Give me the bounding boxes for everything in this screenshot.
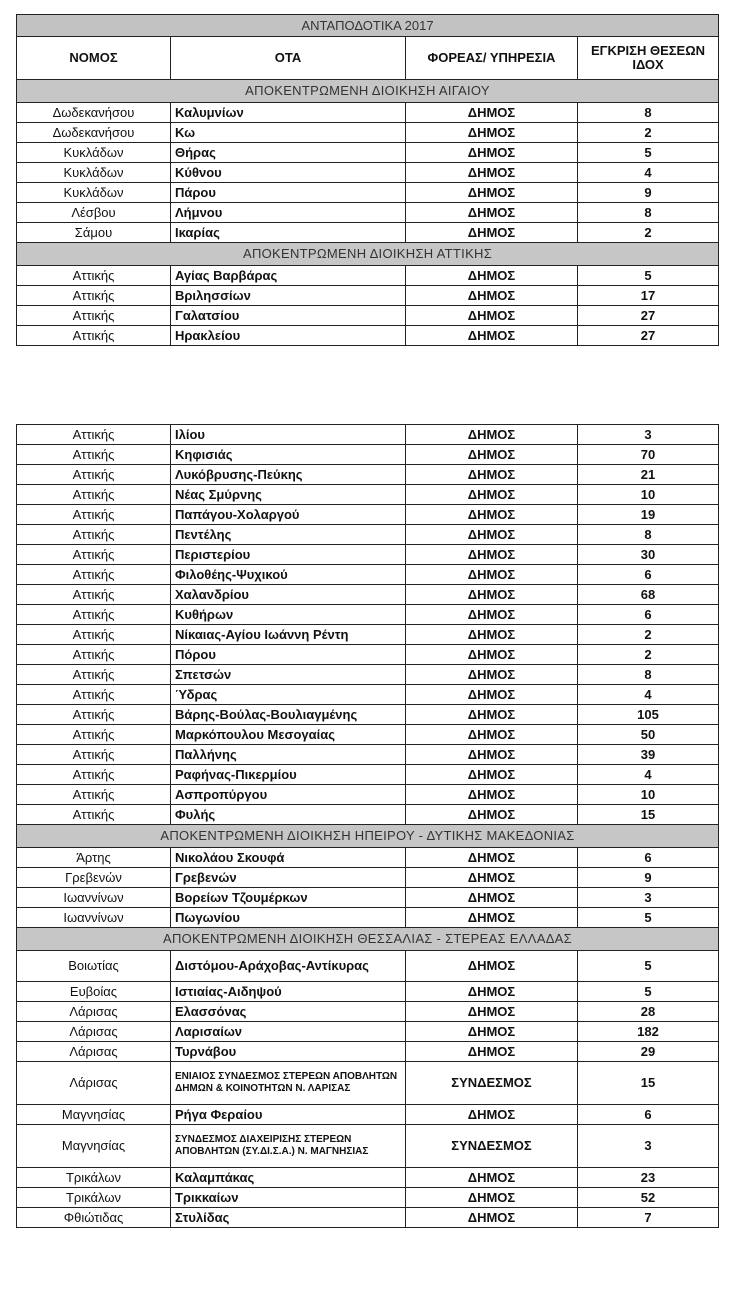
table-row <box>17 1062 719 1105</box>
body-type-cell: ΔΗΜΟΣ <box>406 525 578 545</box>
header-prefecture: ΝΟΜΟΣ <box>17 37 171 80</box>
body-type-cell: ΔΗΜΟΣ <box>406 485 578 505</box>
body-type-cell: ΔΗΜΟΣ <box>406 685 578 705</box>
positions-cell: 4 <box>578 163 719 183</box>
ota-cell: Νίκαιας-Αγίου Ιωάννη Ρέντη <box>171 625 406 645</box>
table-row <box>17 525 719 545</box>
positions-cell: 30 <box>578 545 719 565</box>
prefecture-cell: Κυκλάδων <box>17 143 171 163</box>
prefecture-cell: Δωδεκανήσου <box>17 103 171 123</box>
ota-cell: Γαλατσίου <box>171 306 406 326</box>
body-type-cell: ΔΗΜΟΣ <box>406 625 578 645</box>
table-row <box>17 306 719 326</box>
positions-cell: 39 <box>578 745 719 765</box>
ota-cell: Ιλίου <box>171 425 406 445</box>
table-row <box>17 465 719 485</box>
prefecture-cell: Μαγνησίας <box>17 1125 171 1168</box>
table-row <box>17 163 719 183</box>
table-row <box>17 848 719 868</box>
body-type-cell: ΔΗΜΟΣ <box>406 505 578 525</box>
table-row <box>17 951 719 982</box>
ota-cell: Θήρας <box>171 143 406 163</box>
positions-cell: 105 <box>578 705 719 725</box>
positions-cell: 68 <box>578 585 719 605</box>
ota-cell: Ηρακλείου <box>171 326 406 346</box>
allocation-table-part-1 <box>16 14 719 346</box>
ota-cell: Χαλανδρίου <box>171 585 406 605</box>
body-type-cell: ΔΗΜΟΣ <box>406 1105 578 1125</box>
prefecture-cell: Σάμου <box>17 223 171 243</box>
positions-cell: 8 <box>578 203 719 223</box>
ota-cell: Τυρνάβου <box>171 1042 406 1062</box>
positions-cell: 19 <box>578 505 719 525</box>
table-row <box>17 908 719 928</box>
ota-cell: Παλλήνης <box>171 745 406 765</box>
ota-cell: Μαρκόπουλου Μεσογαίας <box>171 725 406 745</box>
positions-cell: 8 <box>578 665 719 685</box>
prefecture-cell: Αττικής <box>17 485 171 505</box>
table-row <box>17 665 719 685</box>
body-type-cell: ΔΗΜΟΣ <box>406 1022 578 1042</box>
ota-cell: Ρήγα Φεραίου <box>171 1105 406 1125</box>
table-row <box>17 705 719 725</box>
body-type-cell: ΔΗΜΟΣ <box>406 123 578 143</box>
header-ota: ΟΤΑ <box>171 37 406 80</box>
body-type-cell: ΔΗΜΟΣ <box>406 908 578 928</box>
ota-cell: Ελασσόνας <box>171 1002 406 1022</box>
prefecture-cell: Τρικάλων <box>17 1168 171 1188</box>
table-row <box>17 425 719 445</box>
body-type-cell: ΔΗΜΟΣ <box>406 1002 578 1022</box>
region-section-title: ΑΠΟΚΕΝΤΡΩΜΕΝΗ ΔΙΟΙΚΗΣΗ ΑΤΤΙΚΗΣ <box>17 243 719 266</box>
body-type-cell: ΔΗΜΟΣ <box>406 183 578 203</box>
positions-cell: 5 <box>578 266 719 286</box>
body-type-cell: ΔΗΜΟΣ <box>406 982 578 1002</box>
allocation-table-part-2 <box>16 424 719 1228</box>
body-type-cell: ΔΗΜΟΣ <box>406 888 578 908</box>
positions-cell: 5 <box>578 143 719 163</box>
ota-cell: Πεντέλης <box>171 525 406 545</box>
ota-cell: Κηφισιάς <box>171 445 406 465</box>
body-type-cell: ΔΗΜΟΣ <box>406 1208 578 1228</box>
ota-cell: Ιστιαίας-Αιδηψού <box>171 982 406 1002</box>
body-type-cell: ΔΗΜΟΣ <box>406 425 578 445</box>
prefecture-cell: Αττικής <box>17 505 171 525</box>
ota-cell: Καλυμνίων <box>171 103 406 123</box>
header-positions: ΕΓΚΡΙΣΗ ΘΕΣΕΩΝ ΙΔΟΧ <box>578 37 719 80</box>
region-section-title: ΑΠΟΚΕΝΤΡΩΜΕΝΗ ΔΙΟΙΚΗΣΗ ΘΕΣΣΑΛΙΑΣ - ΣΤΕΡΕΑΣ ΕΛΛΑΔΑΣ <box>17 928 719 951</box>
ota-cell: Καλαμπάκας <box>171 1168 406 1188</box>
table-row <box>17 1125 719 1168</box>
body-type-cell: ΔΗΜΟΣ <box>406 286 578 306</box>
body-type-cell: ΔΗΜΟΣ <box>406 143 578 163</box>
ota-cell: Βριλησσίων <box>171 286 406 306</box>
positions-cell: 4 <box>578 685 719 705</box>
ota-cell: Λήμνου <box>171 203 406 223</box>
prefecture-cell: Αττικής <box>17 705 171 725</box>
ota-cell: Ασπροπύργου <box>171 785 406 805</box>
positions-cell: 6 <box>578 565 719 585</box>
table-row <box>17 1188 719 1208</box>
positions-cell: 2 <box>578 223 719 243</box>
positions-cell: 2 <box>578 645 719 665</box>
table-row <box>17 485 719 505</box>
positions-cell: 6 <box>578 848 719 868</box>
prefecture-cell: Αττικής <box>17 685 171 705</box>
positions-cell: 5 <box>578 908 719 928</box>
table-row <box>17 1022 719 1042</box>
positions-cell: 2 <box>578 123 719 143</box>
ota-cell: Γρεβενών <box>171 868 406 888</box>
ota-cell: Πόρου <box>171 645 406 665</box>
prefecture-cell: Αττικής <box>17 266 171 286</box>
prefecture-cell: Αττικής <box>17 465 171 485</box>
body-type-cell: ΔΗΜΟΣ <box>406 103 578 123</box>
body-type-cell: ΔΗΜΟΣ <box>406 605 578 625</box>
prefecture-cell: Κυκλάδων <box>17 183 171 203</box>
body-type-cell: ΔΗΜΟΣ <box>406 203 578 223</box>
positions-cell: 28 <box>578 1002 719 1022</box>
ota-cell: Νέας Σμύρνης <box>171 485 406 505</box>
positions-cell: 3 <box>578 425 719 445</box>
body-type-cell: ΔΗΜΟΣ <box>406 465 578 485</box>
ota-cell: Λαρισαίων <box>171 1022 406 1042</box>
region-section-row <box>17 243 719 266</box>
prefecture-cell: Λάρισας <box>17 1062 171 1105</box>
prefecture-cell: Αττικής <box>17 745 171 765</box>
positions-cell: 29 <box>578 1042 719 1062</box>
table-row <box>17 605 719 625</box>
ota-cell: Κυθήρων <box>171 605 406 625</box>
prefecture-cell: Αττικής <box>17 665 171 685</box>
table-row <box>17 326 719 346</box>
positions-cell: 8 <box>578 525 719 545</box>
ota-cell: Σπετσών <box>171 665 406 685</box>
ota-cell: Διστόμου-Αράχοβας-Αντίκυρας <box>171 951 406 982</box>
ota-cell: ΣΥΝΔΕΣΜΟΣ ΔΙΑΧΕΙΡΙΣΗΣ ΣΤΕΡΕΩΝ ΑΠΟΒΛΗΤΩΝ (ΣΥ.ΔΙ.Σ.Α.) Ν. ΜΑΓΝΗΣΙΑΣ <box>171 1125 406 1168</box>
ota-cell: Φιλοθέης-Ψυχικού <box>171 565 406 585</box>
positions-cell: 9 <box>578 868 719 888</box>
prefecture-cell: Λάρισας <box>17 1002 171 1022</box>
positions-cell: 6 <box>578 1105 719 1125</box>
table-row <box>17 1002 719 1022</box>
table-row <box>17 103 719 123</box>
ota-cell: Περιστερίου <box>171 545 406 565</box>
table-row <box>17 1042 719 1062</box>
body-type-cell: ΔΗΜΟΣ <box>406 545 578 565</box>
table-row <box>17 123 719 143</box>
prefecture-cell: Γρεβενών <box>17 868 171 888</box>
positions-cell: 17 <box>578 286 719 306</box>
positions-cell: 7 <box>578 1208 719 1228</box>
body-type-cell: ΣΥΝΔΕΣΜΟΣ <box>406 1125 578 1168</box>
body-type-cell: ΔΗΜΟΣ <box>406 645 578 665</box>
header-body: ΦΟΡΕΑΣ/ ΥΠΗΡΕΣΙΑ <box>406 37 578 80</box>
ota-cell: Φυλής <box>171 805 406 825</box>
ota-cell: Κω <box>171 123 406 143</box>
positions-cell: 15 <box>578 805 719 825</box>
table-row <box>17 982 719 1002</box>
prefecture-cell: Ευβοίας <box>17 982 171 1002</box>
body-type-cell: ΔΗΜΟΣ <box>406 745 578 765</box>
ota-cell: Ραφήνας-Πικερμίου <box>171 765 406 785</box>
prefecture-cell: Τρικάλων <box>17 1188 171 1208</box>
table-row <box>17 505 719 525</box>
table-row <box>17 888 719 908</box>
table-row <box>17 725 719 745</box>
prefecture-cell: Αττικής <box>17 605 171 625</box>
body-type-cell: ΔΗΜΟΣ <box>406 805 578 825</box>
prefecture-cell: Αττικής <box>17 425 171 445</box>
table-row <box>17 625 719 645</box>
positions-cell: 27 <box>578 306 719 326</box>
ota-cell: Ύδρας <box>171 685 406 705</box>
positions-cell: 15 <box>578 1062 719 1105</box>
table-row <box>17 685 719 705</box>
prefecture-cell: Κυκλάδων <box>17 163 171 183</box>
table-row <box>17 286 719 306</box>
body-type-cell: ΔΗΜΟΣ <box>406 1042 578 1062</box>
prefecture-cell: Αττικής <box>17 625 171 645</box>
table-row <box>17 266 719 286</box>
table-row <box>17 445 719 465</box>
table-row <box>17 645 719 665</box>
table-row <box>17 545 719 565</box>
table-row <box>17 585 719 605</box>
body-type-cell: ΔΗΜΟΣ <box>406 765 578 785</box>
ota-cell: ΕΝΙΑΙΟΣ ΣΥΝΔΕΣΜΟΣ ΣΤΕΡΕΩΝ ΑΠΟΒΛΗΤΩΝ ΔΗΜΩΝ & ΚΟΙΝΟΤΗΤΩΝ Ν. ΛΑΡΙΣΑΣ <box>171 1062 406 1105</box>
table-row <box>17 745 719 765</box>
prefecture-cell: Ιωαννίνων <box>17 888 171 908</box>
prefecture-cell: Μαγνησίας <box>17 1105 171 1125</box>
positions-cell: 5 <box>578 982 719 1002</box>
positions-cell: 52 <box>578 1188 719 1208</box>
table-row <box>17 1168 719 1188</box>
ota-cell: Νικολάου Σκουφά <box>171 848 406 868</box>
body-type-cell: ΔΗΜΟΣ <box>406 868 578 888</box>
prefecture-cell: Αττικής <box>17 585 171 605</box>
table-row <box>17 1105 719 1125</box>
region-section-row <box>17 825 719 848</box>
positions-cell: 10 <box>578 485 719 505</box>
prefecture-cell: Λάρισας <box>17 1022 171 1042</box>
body-type-cell: ΔΗΜΟΣ <box>406 445 578 465</box>
prefecture-cell: Αττικής <box>17 765 171 785</box>
ota-cell: Αγίας Βαρβάρας <box>171 266 406 286</box>
positions-cell: 9 <box>578 183 719 203</box>
body-type-cell: ΔΗΜΟΣ <box>406 266 578 286</box>
prefecture-cell: Αττικής <box>17 326 171 346</box>
positions-cell: 8 <box>578 103 719 123</box>
ota-cell: Στυλίδας <box>171 1208 406 1228</box>
body-type-cell: ΔΗΜΟΣ <box>406 725 578 745</box>
positions-cell: 70 <box>578 445 719 465</box>
prefecture-cell: Δωδεκανήσου <box>17 123 171 143</box>
ota-cell: Βάρης-Βούλας-Βουλιαγμένης <box>171 705 406 725</box>
positions-cell: 2 <box>578 625 719 645</box>
positions-cell: 27 <box>578 326 719 346</box>
region-section-title: ΑΠΟΚΕΝΤΡΩΜΕΝΗ ΔΙΟΙΚΗΣΗ ΑΙΓΑΙΟΥ <box>17 80 719 103</box>
positions-cell: 50 <box>578 725 719 745</box>
body-type-cell: ΣΥΝΔΕΣΜΟΣ <box>406 1062 578 1105</box>
header-row <box>17 37 719 80</box>
region-section-title: ΑΠΟΚΕΝΤΡΩΜΕΝΗ ΔΙΟΙΚΗΣΗ ΗΠΕΙΡΟΥ - ΔΥΤΙΚΗΣ ΜΑΚΕΔΟΝΙΑΣ <box>17 825 719 848</box>
body-type-cell: ΔΗΜΟΣ <box>406 565 578 585</box>
table-row <box>17 183 719 203</box>
table-row <box>17 765 719 785</box>
prefecture-cell: Αττικής <box>17 545 171 565</box>
prefecture-cell: Βοιωτίας <box>17 951 171 982</box>
region-section-row <box>17 928 719 951</box>
body-type-cell: ΔΗΜΟΣ <box>406 1168 578 1188</box>
region-section-row <box>17 80 719 103</box>
table-row <box>17 143 719 163</box>
prefecture-cell: Αττικής <box>17 645 171 665</box>
document-title: ΑΝΤΑΠΟΔΟΤΙΚΑ 2017 <box>17 15 719 37</box>
positions-cell: 23 <box>578 1168 719 1188</box>
document-title-row <box>17 15 719 37</box>
table-row <box>17 223 719 243</box>
positions-cell: 6 <box>578 605 719 625</box>
body-type-cell: ΔΗΜΟΣ <box>406 785 578 805</box>
table-row <box>17 565 719 585</box>
prefecture-cell: Αττικής <box>17 525 171 545</box>
prefecture-cell: Αττικής <box>17 785 171 805</box>
positions-cell: 3 <box>578 1125 719 1168</box>
ota-cell: Λυκόβρυσης-Πεύκης <box>171 465 406 485</box>
ota-cell: Παπάγου-Χολαργού <box>171 505 406 525</box>
prefecture-cell: Φθιώτιδας <box>17 1208 171 1228</box>
prefecture-cell: Αττικής <box>17 805 171 825</box>
body-type-cell: ΔΗΜΟΣ <box>406 1188 578 1208</box>
positions-cell: 21 <box>578 465 719 485</box>
prefecture-cell: Αττικής <box>17 306 171 326</box>
ota-cell: Ικαρίας <box>171 223 406 243</box>
prefecture-cell: Ιωαννίνων <box>17 908 171 928</box>
ota-cell: Βορείων Τζουμέρκων <box>171 888 406 908</box>
prefecture-cell: Λέσβου <box>17 203 171 223</box>
positions-cell: 4 <box>578 765 719 785</box>
body-type-cell: ΔΗΜΟΣ <box>406 326 578 346</box>
ota-cell: Πάρου <box>171 183 406 203</box>
body-type-cell: ΔΗΜΟΣ <box>406 306 578 326</box>
prefecture-cell: Αττικής <box>17 286 171 306</box>
prefecture-cell: Αττικής <box>17 725 171 745</box>
body-type-cell: ΔΗΜΟΣ <box>406 705 578 725</box>
ota-cell: Τρικκαίων <box>171 1188 406 1208</box>
positions-cell: 10 <box>578 785 719 805</box>
positions-cell: 3 <box>578 888 719 908</box>
table-row <box>17 203 719 223</box>
body-type-cell: ΔΗΜΟΣ <box>406 665 578 685</box>
prefecture-cell: Άρτης <box>17 848 171 868</box>
ota-cell: Πωγωνίου <box>171 908 406 928</box>
table-row <box>17 868 719 888</box>
body-type-cell: ΔΗΜΟΣ <box>406 585 578 605</box>
prefecture-cell: Λάρισας <box>17 1042 171 1062</box>
body-type-cell: ΔΗΜΟΣ <box>406 223 578 243</box>
body-type-cell: ΔΗΜΟΣ <box>406 951 578 982</box>
body-type-cell: ΔΗΜΟΣ <box>406 163 578 183</box>
ota-cell: Κύθνου <box>171 163 406 183</box>
body-type-cell: ΔΗΜΟΣ <box>406 848 578 868</box>
positions-cell: 5 <box>578 951 719 982</box>
prefecture-cell: Αττικής <box>17 565 171 585</box>
table-row <box>17 785 719 805</box>
prefecture-cell: Αττικής <box>17 445 171 465</box>
positions-cell: 182 <box>578 1022 719 1042</box>
table-row <box>17 1208 719 1228</box>
table-row <box>17 805 719 825</box>
